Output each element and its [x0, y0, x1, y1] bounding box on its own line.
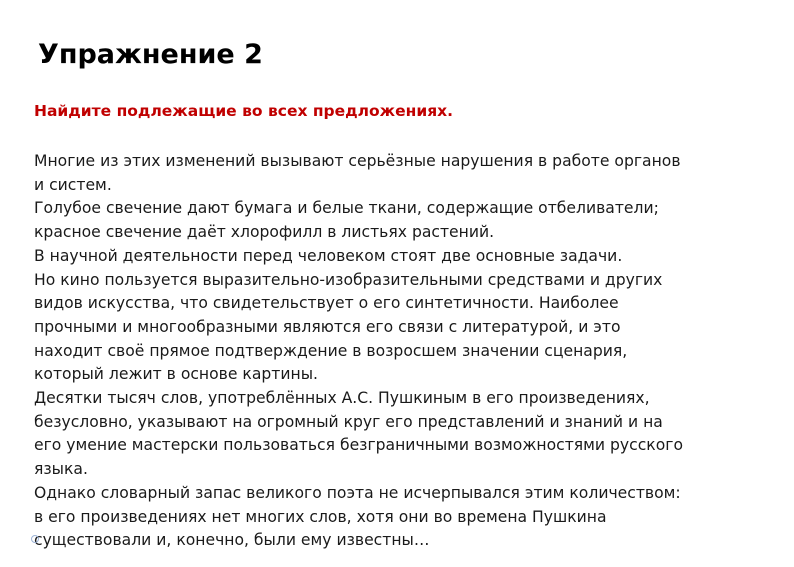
- text-line: находит своё прямое подтверждение в возросшем значении сценария,: [34, 341, 628, 360]
- text-line: красное свечение даёт хлорофилл в листьях растений.: [34, 223, 495, 242]
- text-line: языка.: [34, 460, 88, 479]
- text-line: Голубое свечение дают бумага и белые ткани, содержащие отбеливатели;: [34, 199, 659, 218]
- text-line: Но кино пользуется выразительно-изобразительными средствами и других: [34, 270, 663, 289]
- slide-title: Упражнение 2: [38, 39, 263, 70]
- text-line: существовали и, конечно, были ему известны…: [34, 531, 430, 550]
- text-line: видов искусства, что свидетельствует о его синтетичности. Наиболее: [34, 294, 619, 313]
- text-line: и систем.: [34, 175, 112, 194]
- text-line: его умение мастерски пользоваться безграничными возможностями русского: [34, 436, 683, 455]
- text-line: Однако словарный запас великого поэта не исчерпывался этим количеством:: [34, 483, 681, 502]
- text-line: в его произведениях нет многих слов, хотя они во времена Пушкина: [34, 507, 607, 526]
- text-line: прочными и многообразными являются его связи с литературой, и это: [34, 317, 621, 336]
- text-line: Многие из этих изменений вызывают серьёзные нарушения в работе органов: [34, 152, 681, 170]
- text-line: который лежит в основе картины.: [34, 365, 318, 384]
- slide-marker-icon: [31, 535, 39, 543]
- task-instruction: Найдите подлежащие во всех предложениях.: [34, 102, 454, 120]
- text-line: безусловно, указывают на огромный круг его представлений и знаний и на: [34, 412, 663, 431]
- text-line: В научной деятельности перед человеком стоят две основные задачи.: [34, 246, 623, 265]
- exercise-text: [34, 150, 764, 553]
- text-line: Десятки тысяч слов, употреблённых А.С. Пушкиным в его произведениях,: [34, 389, 650, 408]
